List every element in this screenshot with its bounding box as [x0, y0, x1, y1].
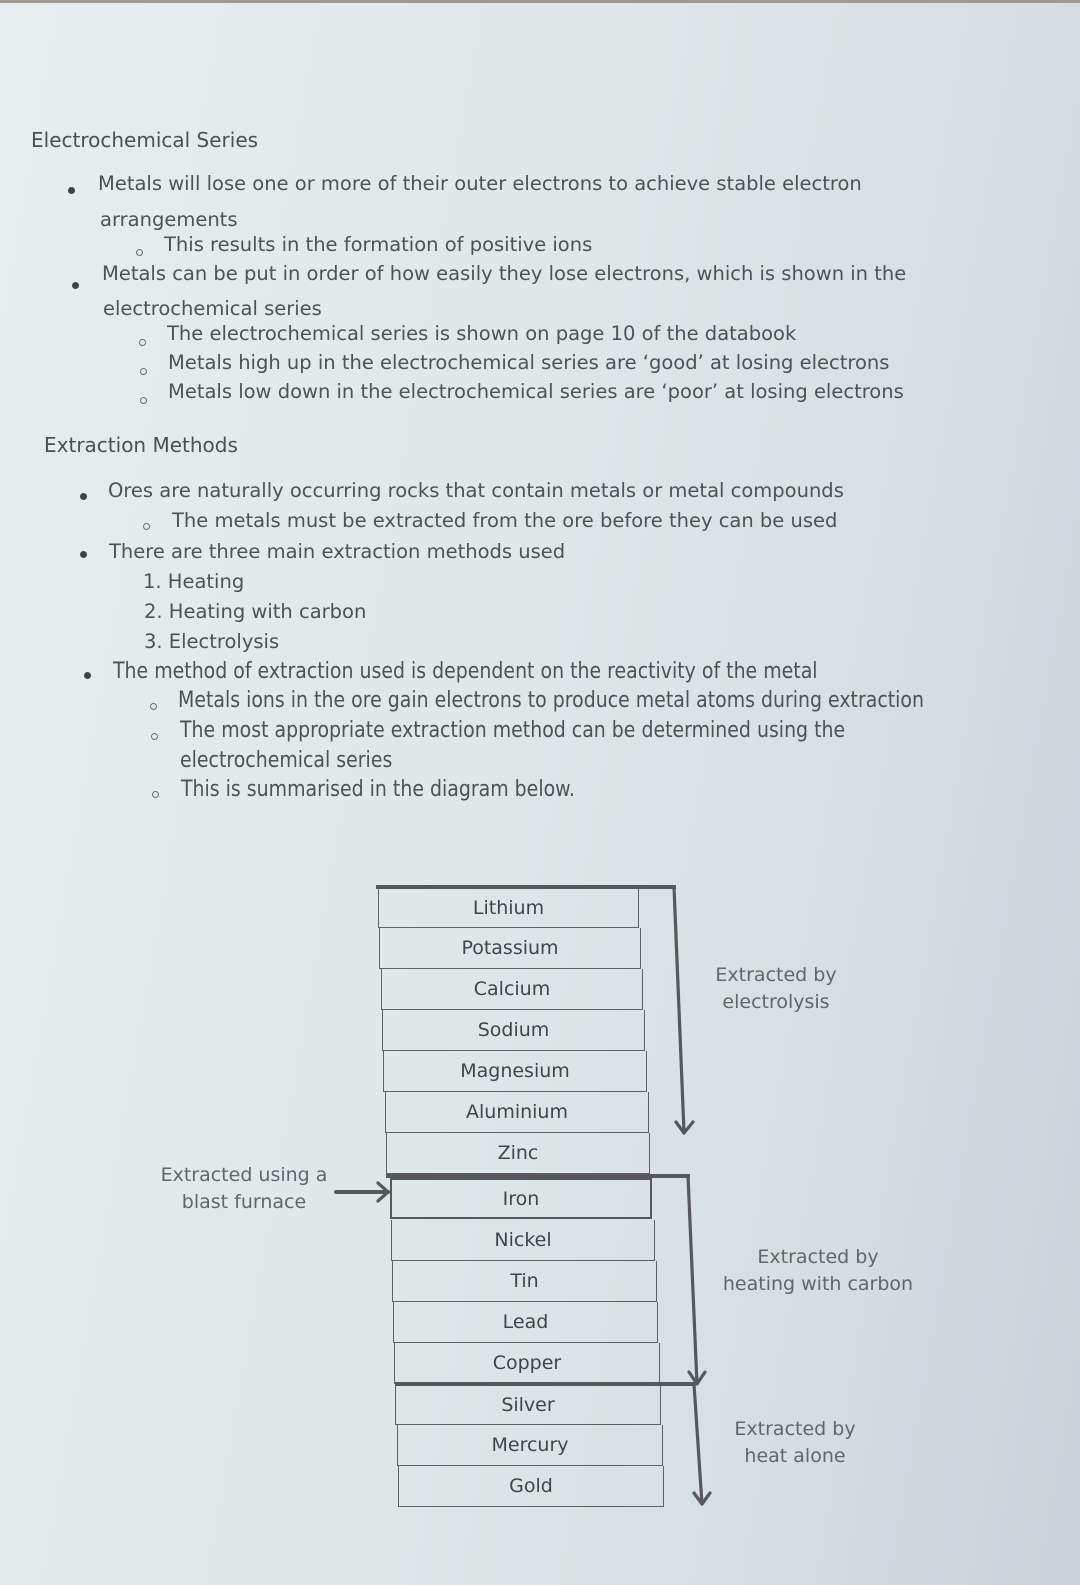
- metal-cell: Gold: [398, 1466, 664, 1507]
- text-line: The electrochemical series is shown on page 10 of the databook: [167, 322, 797, 345]
- label-line: electrolysis: [722, 991, 830, 1013]
- metal-cell: Lead: [393, 1302, 658, 1343]
- metal-cell: Magnesium: [383, 1051, 647, 1092]
- text-line: Metals low down in the electrochemical series are ‘poor’ at losing electrons: [168, 380, 904, 403]
- text-line: Metals high up in the electrochemical series are ‘good’ at losing electrons: [168, 351, 890, 374]
- text-line: Ores are naturally occurring rocks that contain metals or metal compounds: [108, 479, 844, 502]
- text-line: This results in the formation of positive ions: [164, 233, 593, 256]
- label-line: Extracted using a: [160, 1164, 328, 1186]
- label-heat-alone: [725, 1416, 865, 1470]
- label-line: blast furnace: [181, 1191, 307, 1213]
- metal-cell: Copper: [394, 1343, 660, 1384]
- label-line: heating with carbon: [722, 1273, 914, 1295]
- method-item: 2. Heating with carbon: [144, 600, 367, 623]
- text-line: electrochemical series: [103, 297, 322, 320]
- metal-cell: Sodium: [382, 1010, 645, 1051]
- metal-cell: Calcium: [381, 969, 643, 1010]
- text-line: Metals can be put in order of how easily they lose electrons, which is shown in the: [102, 262, 907, 285]
- method-item: 3. Electrolysis: [144, 630, 280, 653]
- text-line: Metals will lose one or more of their outer electrons to achieve stable electron: [98, 172, 862, 195]
- label-line: Extracted by: [734, 1418, 856, 1440]
- metal-cell: Mercury: [397, 1425, 663, 1466]
- metal-cell: Aluminium: [385, 1092, 649, 1133]
- metal-cell: Tin: [392, 1261, 657, 1302]
- text-line: Metals ions in the ore gain electrons to produce metal atoms during extraction: [178, 688, 924, 713]
- label-electrolysis: [706, 962, 846, 1016]
- text-line: The most appropriate extraction method can be determined using the: [180, 718, 846, 743]
- metal-cell: Silver: [395, 1384, 661, 1425]
- text-line: The metals must be extracted from the ore before they can be used: [172, 509, 838, 532]
- label-blast-furnace: [158, 1162, 330, 1216]
- metal-cell: Potassium: [379, 928, 641, 969]
- heading-electrochemical-series: Electrochemical Series: [31, 128, 259, 152]
- label-carbon: [718, 1244, 918, 1298]
- label-line: Extracted by: [715, 964, 837, 986]
- method-item: 1. Heating: [143, 570, 245, 593]
- heading-extraction-methods: Extraction Methods: [44, 433, 238, 457]
- metal-cell: Nickel: [391, 1220, 655, 1261]
- label-line: Extracted by: [757, 1246, 879, 1268]
- metal-cell: Lithium: [378, 887, 639, 928]
- text-line: This is summarised in the diagram below.: [181, 777, 575, 802]
- metal-cell: Zinc: [386, 1133, 650, 1174]
- metal-cell-iron: Iron: [390, 1178, 652, 1219]
- label-line: heat alone: [744, 1445, 846, 1467]
- text-line: arrangements: [100, 208, 238, 231]
- text-line: electrochemical series: [180, 748, 393, 773]
- text-line: There are three main extraction methods used: [109, 540, 566, 563]
- text-line: The method of extraction used is dependent on the reactivity of the metal: [113, 659, 818, 684]
